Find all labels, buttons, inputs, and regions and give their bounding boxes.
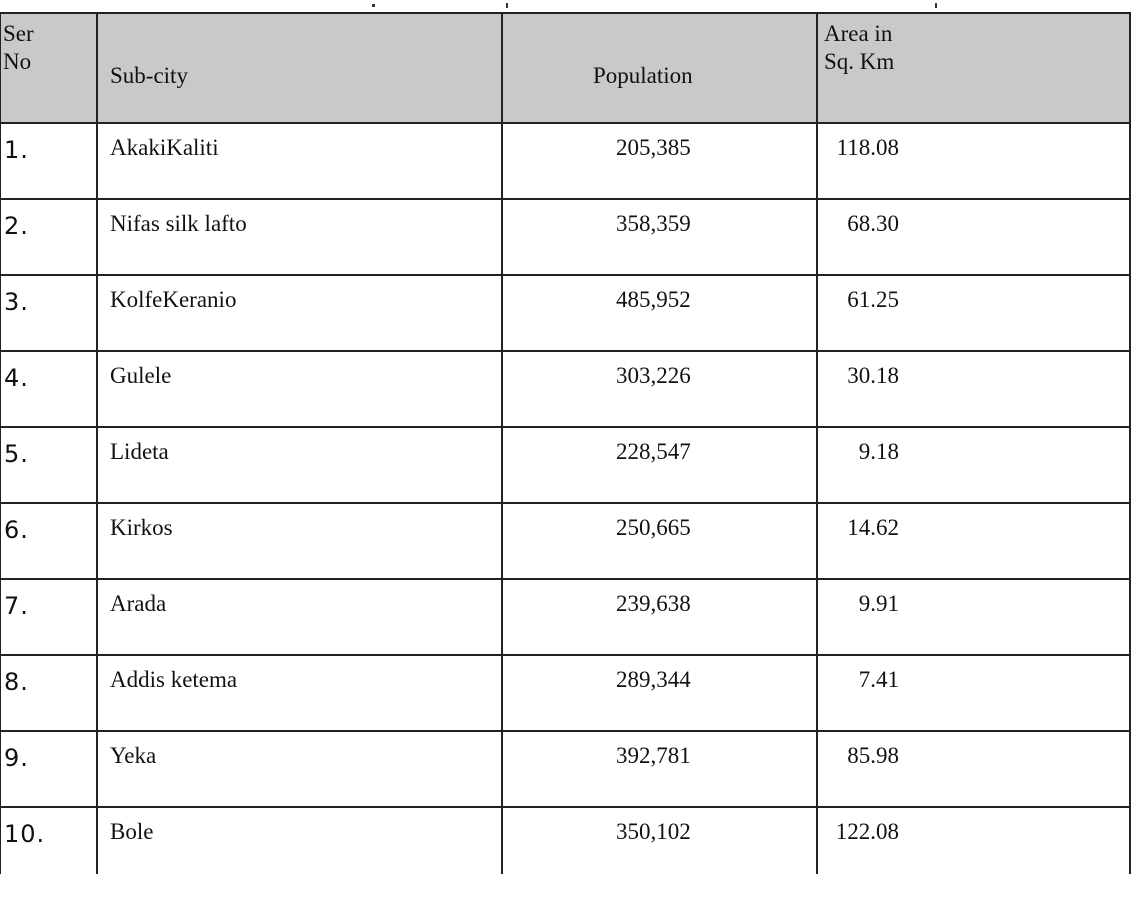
cell-ser-no [0, 731, 97, 807]
table-row [0, 199, 1130, 275]
cell-area [817, 807, 1130, 874]
ser-no-text: 8. [4, 668, 29, 696]
cell-population [502, 731, 817, 807]
cell-sub-city [97, 655, 502, 731]
ser-no-text: 4. [4, 364, 29, 392]
cell-population [502, 503, 817, 579]
sub-city-text: Addis ketema [110, 667, 238, 692]
cell-sub-city [97, 275, 502, 351]
sub-city-text: Bole [110, 819, 154, 844]
cell-population [502, 579, 817, 655]
header-row [0, 13, 1130, 123]
cell-area [817, 655, 1130, 731]
ser-no-text: 9. [4, 744, 29, 772]
cell-sub-city [97, 807, 502, 874]
sub-city-text: Kirkos [110, 515, 173, 540]
text-fragment-mark [506, 3, 508, 8]
subcity-population-table [0, 12, 1131, 874]
cell-sub-city [97, 579, 502, 655]
cell-sub-city [97, 503, 502, 579]
cell-ser-no [0, 655, 97, 731]
sub-city-text: AkakiKaliti [110, 135, 219, 160]
population-text: 350,102 [616, 819, 691, 844]
area-text: 118.08 [836, 135, 899, 160]
area-text: 85.98 [847, 743, 899, 768]
cell-ser-no [0, 807, 97, 874]
cell-ser-no [0, 123, 97, 199]
cropped-text-marks [0, 0, 1135, 12]
ser-no-text: 5. [4, 440, 29, 468]
header-cell-sub-city [97, 13, 502, 123]
cell-sub-city [97, 199, 502, 275]
cell-area [817, 579, 1130, 655]
area-text: 14.62 [847, 515, 899, 540]
cell-sub-city [97, 427, 502, 503]
cell-population [502, 275, 817, 351]
table-header [0, 13, 1130, 123]
sub-city-text: Gulele [110, 363, 172, 388]
area-text: 61.25 [847, 287, 899, 312]
cell-sub-city [97, 351, 502, 427]
header-population-label: Population [593, 63, 693, 88]
table-row [0, 123, 1130, 199]
cell-population [502, 199, 817, 275]
cell-ser-no [0, 427, 97, 503]
header-ser-no-label: Ser No [3, 21, 34, 74]
text-fragment-mark [935, 3, 937, 8]
population-text: 228,547 [616, 439, 691, 464]
ser-no-text: 10. [4, 820, 46, 848]
cell-sub-city [97, 123, 502, 199]
cell-area [817, 427, 1130, 503]
header-cell-ser-no [0, 13, 97, 123]
cell-area [817, 275, 1130, 351]
population-text: 289,344 [616, 667, 691, 692]
cell-population [502, 123, 817, 199]
cell-area [817, 731, 1130, 807]
cell-population [502, 351, 817, 427]
sub-city-text: Arada [110, 591, 167, 616]
ser-no-text: 6. [4, 516, 29, 544]
population-text: 205,385 [616, 135, 691, 160]
table-row [0, 427, 1130, 503]
population-text: 485,952 [616, 287, 691, 312]
sub-city-text: Nifas silk lafto [110, 211, 247, 236]
sub-city-text: Lideta [110, 439, 169, 464]
table-row [0, 351, 1130, 427]
population-text: 358,359 [616, 211, 691, 236]
area-text: 7.41 [858, 667, 899, 692]
cell-ser-no [0, 579, 97, 655]
table-body [0, 123, 1130, 874]
cell-sub-city [97, 731, 502, 807]
population-text: 392,781 [616, 743, 691, 768]
cell-ser-no [0, 199, 97, 275]
cell-area [817, 351, 1130, 427]
cell-ser-no [0, 351, 97, 427]
population-text: 250,665 [616, 515, 691, 540]
area-text: 9.91 [858, 591, 899, 616]
cell-population [502, 427, 817, 503]
ser-no-text: 3. [4, 288, 29, 316]
cell-ser-no [0, 503, 97, 579]
header-sub-city-label: Sub-city [110, 63, 188, 88]
table-row [0, 655, 1130, 731]
population-text: 303,226 [616, 363, 691, 388]
area-text: 30.18 [847, 363, 899, 388]
ser-no-text: 7. [4, 592, 29, 620]
sub-city-text: KolfeKeranio [110, 287, 237, 312]
cell-area [817, 123, 1130, 199]
header-area-label: Area in Sq. Km [824, 21, 895, 74]
header-cell-population [502, 13, 817, 123]
cell-area [817, 199, 1130, 275]
cell-area [817, 503, 1130, 579]
text-fragment-mark [372, 4, 375, 7]
cell-population [502, 655, 817, 731]
header-cell-area [817, 13, 1130, 123]
area-text: 122.08 [835, 819, 899, 844]
ser-no-text: 2. [4, 212, 29, 240]
area-text: 9.18 [858, 439, 899, 464]
area-text: 68.30 [847, 211, 899, 236]
table-row [0, 731, 1130, 807]
ser-no-text: 1. [4, 136, 29, 164]
table-row [0, 807, 1130, 874]
cell-ser-no [0, 275, 97, 351]
cell-population [502, 807, 817, 874]
sub-city-text: Yeka [110, 743, 157, 768]
table-row [0, 579, 1130, 655]
table-row [0, 503, 1130, 579]
population-text: 239,638 [616, 591, 691, 616]
table-row [0, 275, 1130, 351]
